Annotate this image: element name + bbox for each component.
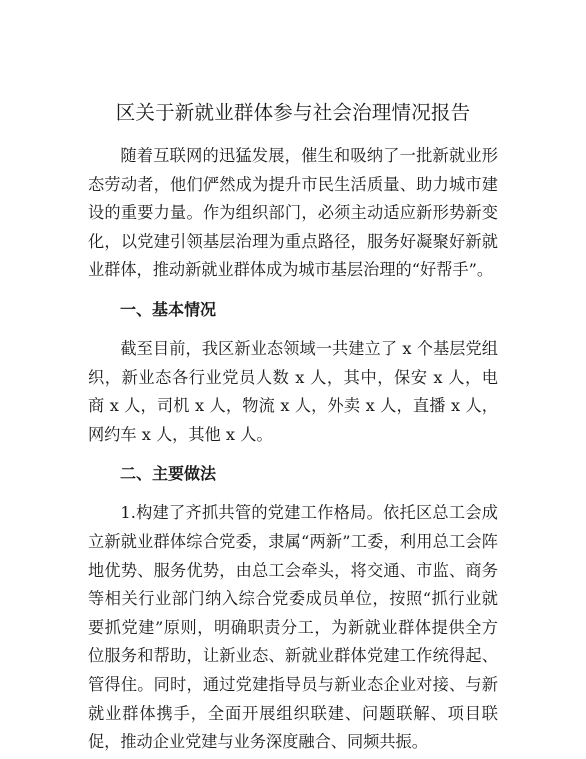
main-practices-paragraph: 1.构建了齐抓共管的党建工作格局。依托区总工会成立新就业群体综合党委，隶属“两新”工委，利用总工会阵地优势、服务优势，由总工会牵头，将交通、市监、商务等相关行业部门纳入综合党委成员单位，按照“抓行业就要抓党建”原则，明确职责分工，为新就业群体提供全方位服务和帮助，让新业态、新就业群体党建工作统得起、管得住。同时，通过党建指导员与新业态企业对接、与新就业群体携手，全面开展组织联建、问题联解、项目联促，推动企业党建与业务深度融合、同频共振。	[88, 503, 498, 752]
section-heading-basic-situation: 一、基本情况	[120, 299, 217, 319]
intro-paragraph: 随着互联网的迅猛发展，催生和吸纳了一批新就业形态劳动者，他们俨然成为提升市民生活质量、助力城市建设的重要力量。作为组织部门，必须主动适应新形势新变化，以党建引领基层治理为重点路径，服务好凝聚好新就业群体，推动新就业群体成为城市基层治理的“好帮手”。	[88, 146, 498, 280]
basic-situation-paragraph: 截至目前，我区新业态领域一共建立了 x 个基层党组织，新业态各行业党员人数 x 人，其中，保安 x 人，电商 x 人，司机 x 人，物流 x 人，外卖 x 人，直播 x 人，网约车 x 人，其他 x 人。	[88, 338, 498, 444]
section-heading-main-practices: 二、主要做法	[120, 464, 217, 484]
document-title: 区关于新就业群体参与社会治理情况报告	[115, 101, 471, 124]
